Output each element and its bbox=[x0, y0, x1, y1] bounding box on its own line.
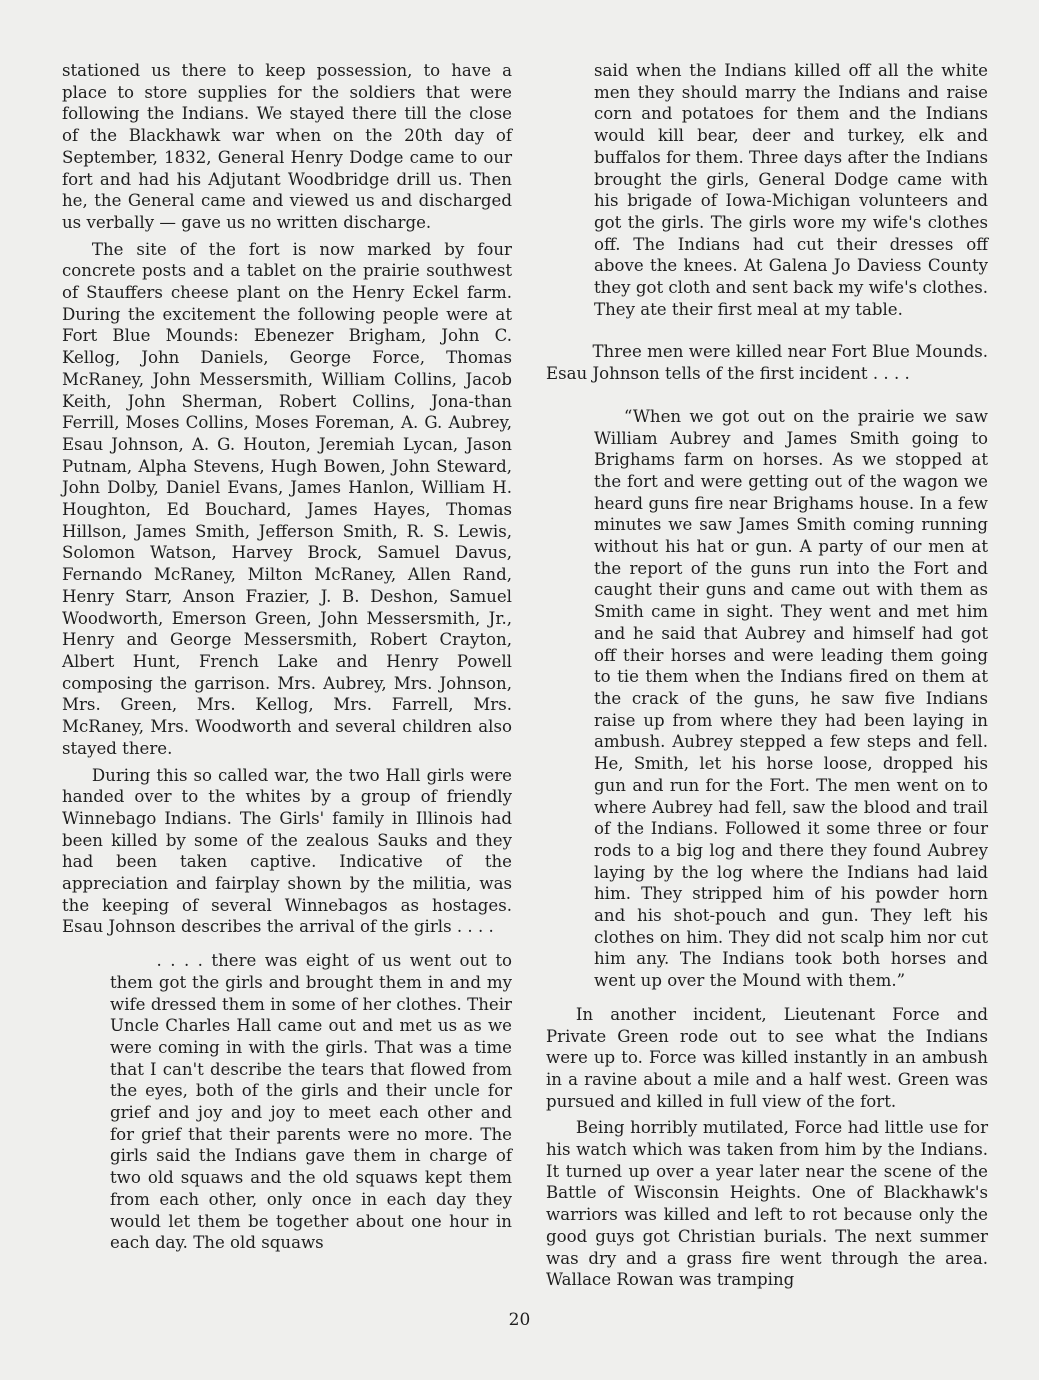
quote-aubrey-incident: “When we got out on the prairie we saw William Aubrey and James Smith going to Brighams farm on horses. As we stopped at the fort and were getting out of the wagon we heard guns fire near Brighams house. In a few minutes we saw James Smith coming running without his hat or gun. A party of our men at the report of the guns run into the Fort and caught their guns and came out with them as Smith came in sight. They went and met him and he said that Aubrey and himself had got off their horses and were leading them going to tie them when the Indians fired on them at the crack of the guns, he saw five Indians raise up from where they had been laying in ambush. Aubrey stepped a few steps and fell. He, Smith, let his horse loose, dropped his gun and run for the Fort. The men went on to where Aubrey had fell, saw the blood and trail of the Indians. Followed it some three or four rods to a big log and there they found Aubrey laying by the log where the Indians had laid him. They stripped him of his powder horn and his shot-pouch and gun. They left his clothes on him. They did not scalp him nor cut him any. The Indians took both horses and went up over the Mound with them.” bbox=[594, 406, 988, 991]
paragraph-force-green: In another incident, Lieutenant Force and Private Green rode out to see what the Indians were up to. Force was killed instantly in an ambush in a ravine about a mile and a half west. Green was pursued and killed in full view of the fort. bbox=[546, 1004, 988, 1111]
paragraph-watch-story: Being horribly mutilated, Force had little use for his watch which was taken from him by the Indians. It turned up over a year later near the scene of the Battle of Wisconsin Heights. One of Blackhawk's warriors was killed and left to rot because only the good guys got Christian burials. The next summer was dry and a grass fire went through the area. Wallace Rowan was tramping bbox=[546, 1118, 988, 1290]
left-column bbox=[62, 60, 512, 1254]
quote-esau-johnson-girls: . . . . there was eight of us went out to them got the girls and brought them in and my wife dressed them in some of her clothes. Their Uncle Charles Hall came out and met us as we were coming in with the girls. That was a time that I can't describe the tears that flowed from the eyes, both of the girls and their uncle for grief and joy and joy to meet each other and for grief that their parents were no more. The girls said the Indians gave them in charge of two old squaws and the old squaws kept them from each other, only once in each day they would let them be together about one hour in each day. The old squaws bbox=[110, 951, 512, 1253]
paragraph-fort-stationed: stationed us there to keep possession, to have a place to store supplies for the soldiers that were following the Indians. We stayed there till the close of the Blackhawk war when on the 20th day of September, 1832, General Henry Dodge came to our fort and had his Adjutant Woodbridge drill us. Then he, the General came and viewed us and discharged us verbally — gave us no written discharge. bbox=[62, 61, 512, 232]
paragraph-three-men-intro: Three men were killed near Fort Blue Mounds. Esau Johnson tells of the first incident . . . . bbox=[546, 342, 988, 384]
paragraph-fort-site: The site of the fort is now marked by four concrete posts and a tablet on the prairie southwest of Stauffers cheese plant on the Henry Eckel farm. During the excitement the following people were at Fort Blue Mounds: Ebenezer Brigham, John C. Kellog, John Daniels, George Force, Thomas McRaney, John Messersmith, William Collins, Jacob Keith, John Sherman, Robert Collins, Jona-than Ferrill, Moses Collins, Moses Foreman, A. G. Aubrey, Esau Johnson, A. G. Houton, Jeremiah Lycan, Jason Putnam, Alpha Stevens, Hugh Bowen, John Steward, John Dolby, Daniel Evans, James Hanlon, William H. Houghton, Ed Bouchard, James Hayes, Thomas Hillson, James Smith, Jefferson Smith, R. S. Lewis, Solomon Watson, Harvey Brock, Samuel Davus, Fernando McRaney, Milton McRaney, Allen Rand, Henry Starr, Anson Frazier, J. B. Deshon, Samuel Woodworth, Emerson Green, John Messersmith, Jr., Henry and George Messersmith, Robert Crayton, Albert Hunt, French Lake and Henry Powell composing the garrison. Mrs. Aubrey, Mrs. Johnson, Mrs. Green, Mrs. Kellog, Mrs. Farrell, Mrs. McRaney, Mrs. Woodworth and several children also stayed there. bbox=[62, 239, 512, 758]
page-number: 20 bbox=[508, 1310, 531, 1330]
quote-continued: said when the Indians killed off all the white men they should marry the Indians and raise corn and potatoes for them and the Indians would kill bear, deer and turkey, elk and buffalos for them. Three days after the Indians brought the girls, General Dodge came with his brigade of Iowa-Michigan volunteers and got the girls. The girls wore my wife's clothes off. The Indians had cut their dresses off above the knees. At Galena Jo Daviess County they got cloth and sent back my wife's clothes. They ate their first meal at my table. bbox=[594, 61, 988, 319]
paragraph-hall-girls: During this so called war, the two Hall girls were handed over to the whites by a group of friendly Winnebago Indians. The Girls' family in Illinois had been killed by some of the zealous Sauks and they had been taken captive. Indicative of the appreciation and fairplay shown by the militia, was the keeping of several Winnebagos as hostages. Esau Johnson describes the arrival of the girls . . . . bbox=[62, 765, 512, 937]
right-column bbox=[546, 60, 988, 1291]
